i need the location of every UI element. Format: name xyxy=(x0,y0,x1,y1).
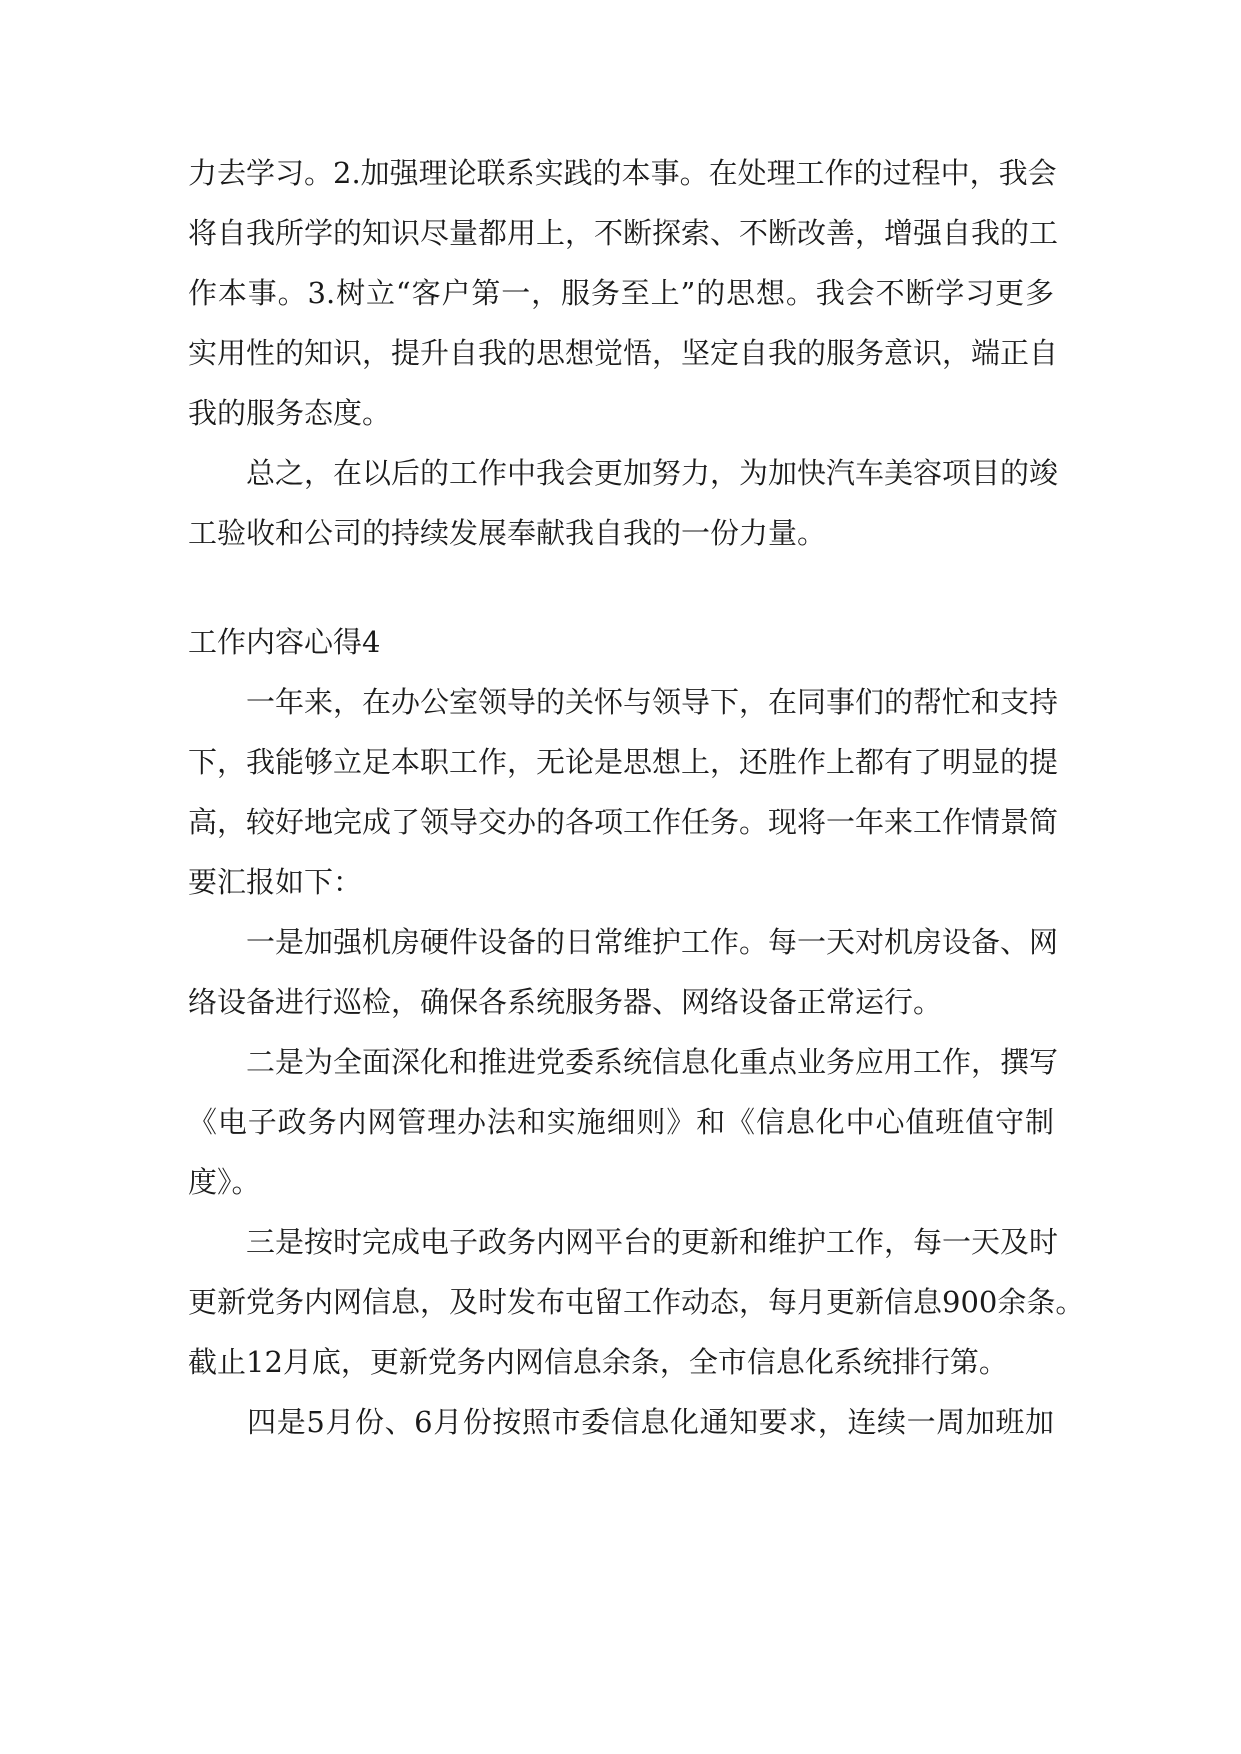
text-line: 更新党务内网信息，及时发布屯留工作动态，每月更新信息900余条。 xyxy=(188,1285,1085,1319)
text-line: 下，我能够立足本职工作，无论是思想上，还胜作上都有了明显的提 xyxy=(188,745,1059,779)
text-line: 高，较好地完成了领导交办的各项工作任务。现将一年来工作情景简 xyxy=(188,805,1059,839)
text-line: 要汇报如下： xyxy=(188,865,363,899)
section-heading: 工作内容心得4 xyxy=(188,625,381,659)
text-line: 作本事。3.树立“客户第一，服务至上”的思想。我会不断学习更多 xyxy=(188,276,1054,310)
text-line: 一是加强机房硬件设备的日常维护工作。每一天对机房设备、网 xyxy=(188,925,1059,959)
text-line: 力去学习。2.加强理论联系实践的本事。在处理工作的过程中，我会 xyxy=(188,156,1057,190)
text-line: 将自我所学的知识尽量都用上，不断探索、不断改善，增强自我的工 xyxy=(188,216,1059,250)
text-line: 二是为全面深化和推进党委系统信息化重点业务应用工作，撰写 xyxy=(188,1045,1059,1079)
text-line: 度》。 xyxy=(188,1165,261,1199)
text-line: 络设备进行巡检，确保各系统服务器、网络设备正常运行。 xyxy=(188,985,943,1019)
text-line: 我的服务态度。 xyxy=(188,396,392,430)
text-line: 一年来，在办公室领导的关怀与领导下，在同事们的帮忙和支持 xyxy=(188,685,1059,719)
text-line: 实用性的知识，提升自我的思想觉悟，坚定自我的服务意识，端正自 xyxy=(188,336,1059,370)
text-line: 总之，在以后的工作中我会更加努力，为加快汽车美容项目的竣 xyxy=(188,456,1059,490)
text-line: 四是5月份、6月份按照市委信息化通知要求，连续一周加班加 xyxy=(188,1405,1054,1439)
text-line: 《电子政务内网管理办法和实施细则》和《信息化中心值班值守制 xyxy=(188,1105,1054,1139)
text-line: 截止12月底，更新党务内网信息余条，全市信息化系统排行第。 xyxy=(188,1345,1008,1379)
text-line: 工验收和公司的持续发展奉献我自我的一份力量。 xyxy=(188,516,827,550)
text-line: 三是按时完成电子政务内网平台的更新和维护工作，每一天及时 xyxy=(188,1225,1059,1259)
